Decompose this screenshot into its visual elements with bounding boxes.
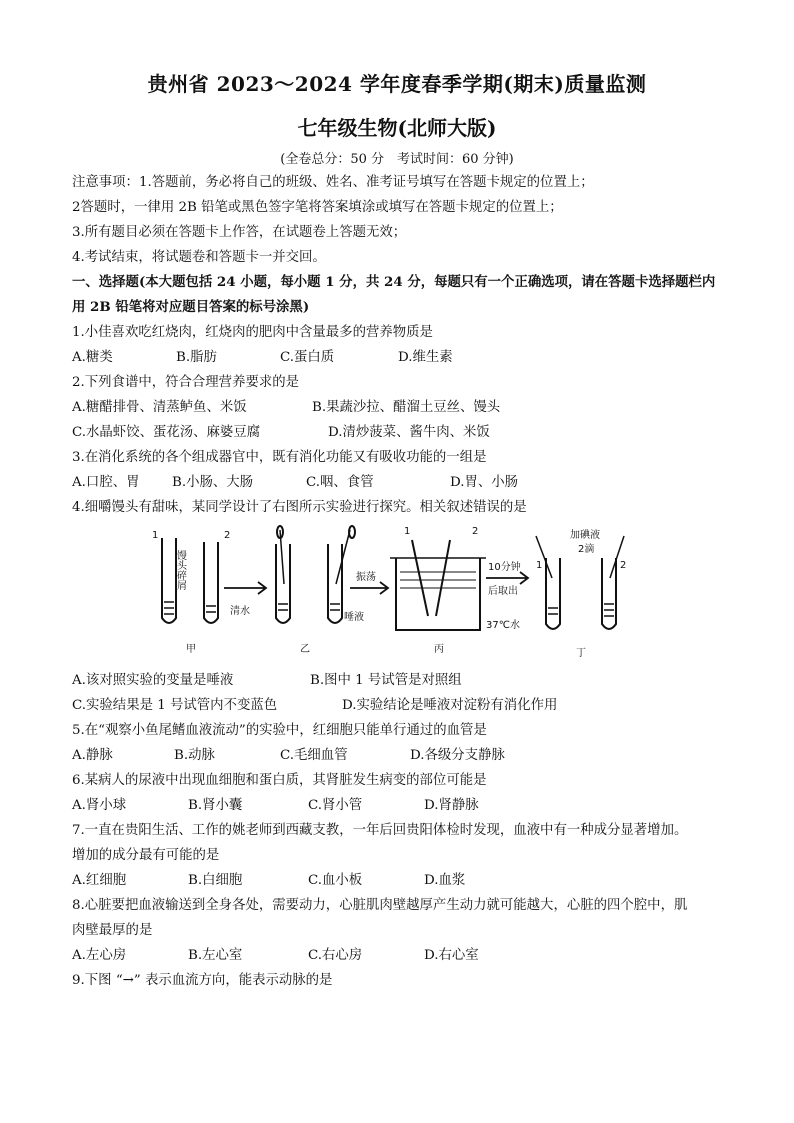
section-heading: 一、选择题(本大题包括 24 小题，每小题 1 分，共 24 分，每题只有一个正确选项，请在答题卡选择题栏内用 2B 铅笔将对应题目答案的标号涂黑) [72,274,716,315]
question-options [72,693,722,718]
option: C.肾小管 [308,798,363,813]
tube-label: 2 [472,526,479,537]
stage-label: 甲 [186,644,196,655]
question-options [72,420,722,445]
figure-text: 清水 [230,606,250,617]
question-stem: 肉壁最厚的是 [72,923,153,938]
option: C.蛋白质 [280,350,335,365]
option: D.右心室 [424,948,479,963]
dropper-icon [349,526,355,538]
option: C.血小板 [308,873,363,888]
figure-text: 10分钟 [488,562,521,573]
option: B.脂肪 [176,350,217,365]
option: B.左心室 [188,948,243,963]
option: B.图中 1 号试管是对照组 [310,673,462,688]
option: A.左心房 [72,948,127,963]
tube-contents [278,604,340,610]
option: B.动脉 [174,748,215,763]
test-tube [412,540,450,616]
option: A.肾小球 [72,798,127,813]
water [400,572,476,588]
figure-text: 馒头碎屑 [174,550,186,590]
option: C.毛细血管 [280,748,348,763]
question-stem: 9.下图 “→” 表示血流方向，能表示动脉的是 [72,973,333,988]
exam-title: 贵州省 2023～2024 学年度春季学期(期末)质量监测 [147,72,647,96]
question-options [72,868,722,893]
option: D.胃、小肠 [450,475,519,490]
exam-subtitle: 七年级生物(北师大版) [297,116,497,140]
figure-text: 2滴 [578,544,595,555]
question-options [72,743,722,768]
arrow-icon [350,582,388,594]
option: D.实验结论是唾液对淀粉有消化作用 [342,698,558,713]
tube-label: 1 [404,526,411,537]
question-options [72,470,722,495]
question-options [72,943,722,968]
question-stem: 增加的成分最有可能的是 [72,848,220,863]
option: A.糖类 [72,350,113,365]
option: D.肾静脉 [424,798,479,813]
tube-contents [164,602,216,614]
arrow-icon [486,572,528,584]
question-options [72,345,722,370]
question-stem: 1.小佳喜欢吃红烧肉，红烧肉的肥肉中含量最多的营养物质是 [72,325,433,340]
figure-text: 后取出 [488,586,518,597]
exam-body [72,170,722,993]
question-stem: 6.某病人的尿液中出现血细胞和蛋白质，其肾脏发生病变的部位可能是 [72,773,487,788]
option: C.水晶虾饺、蛋花汤、麻婆豆腐 [72,425,261,440]
question-options [72,395,722,420]
figure-text: 37℃水 [486,620,520,631]
option: B.果蔬沙拉、醋溜土豆丝、馒头 [312,400,501,415]
stage-label: 丁 [576,648,586,659]
test-tube [328,544,342,623]
option: D.血浆 [424,873,466,888]
note-line: 2答题时，一律用 2B 铅笔或黑色签字笔将答案填涂或填写在答题卡规定的位置上； [72,200,563,215]
option: C.实验结果是 1 号试管内不变蓝色 [72,698,278,713]
option: D.各级分支静脉 [410,748,505,763]
question-stem: 3.在消化系统的各个组成器官中，既有消化功能又有吸收功能的一组是 [72,450,487,465]
experiment-figure [72,520,722,668]
tube-label: 1 [152,530,159,541]
tube-label: 2 [620,560,627,571]
note-line: 4.考试结束，将试题卷和答题卡一并交回。 [72,250,326,265]
arrow-icon [224,582,266,594]
experiment-diagram [150,524,650,662]
beaker [396,558,480,630]
option: A.该对照实验的变量是唾液 [72,673,234,688]
option: B.白细胞 [188,873,243,888]
test-tube [204,542,218,623]
question-stem: 2.下列食谱中，符合合理营养要求的是 [72,375,300,390]
question-stem: 4.细嚼馒头有甜味，某同学设计了右图所示实验进行探究。相关叙述错误的是 [72,500,527,515]
question-stem: 5.在“观察小鱼尾鳍血液流动”的实验中，红细胞只能单行通过的血管是 [72,723,487,738]
option: A.糖醋排骨、清蒸鲈鱼、米饭 [72,400,247,415]
figure-text: 唾液 [344,612,364,623]
option: B.肾小囊 [188,798,243,813]
tube-contents [548,604,614,616]
option: C.咽、食管 [306,475,374,490]
option: A.口腔、胃 [72,475,140,490]
option: D.清炒菠菜、酱牛肉、米饭 [328,425,490,440]
question-options [72,668,722,693]
tube-label: 2 [224,530,231,541]
question-options [72,793,722,818]
option: C.右心房 [308,948,363,963]
test-tube [276,544,290,623]
question-stem: 7.一直在贵阳生活、工作的姚老师到西藏支教，一年后回贵阳体检时发现，血液中有一种成分显著增加。 [72,823,688,838]
stage-label: 乙 [300,644,310,655]
option: A.静脉 [72,748,113,763]
question-stem: 8.心脏要把血液输送到全身各处，需要动力，心脏肌肉壁越厚产生动力就可能越大，心脏的四个腔中，肌 [72,898,688,913]
dropper-icon [536,536,552,578]
note-line: 注意事项：1.答题前，务必将自己的班级、姓名、准考证号填写在答题卡规定的位置上； [72,175,594,190]
option: A.红细胞 [72,873,127,888]
option: D.维生素 [398,350,453,365]
option: B.小肠、大肠 [172,475,254,490]
tube-label: 1 [536,560,543,571]
figure-text: 加碘液 [570,530,600,541]
note-line: 3.所有题目必须在答题卡上作答，在试题卷上答题无效； [72,225,407,240]
stage-label: 丙 [434,644,444,655]
figure-text: 振荡 [356,572,376,583]
exam-meta: (全卷总分：50 分 考试时间：60 分钟) [280,152,514,167]
